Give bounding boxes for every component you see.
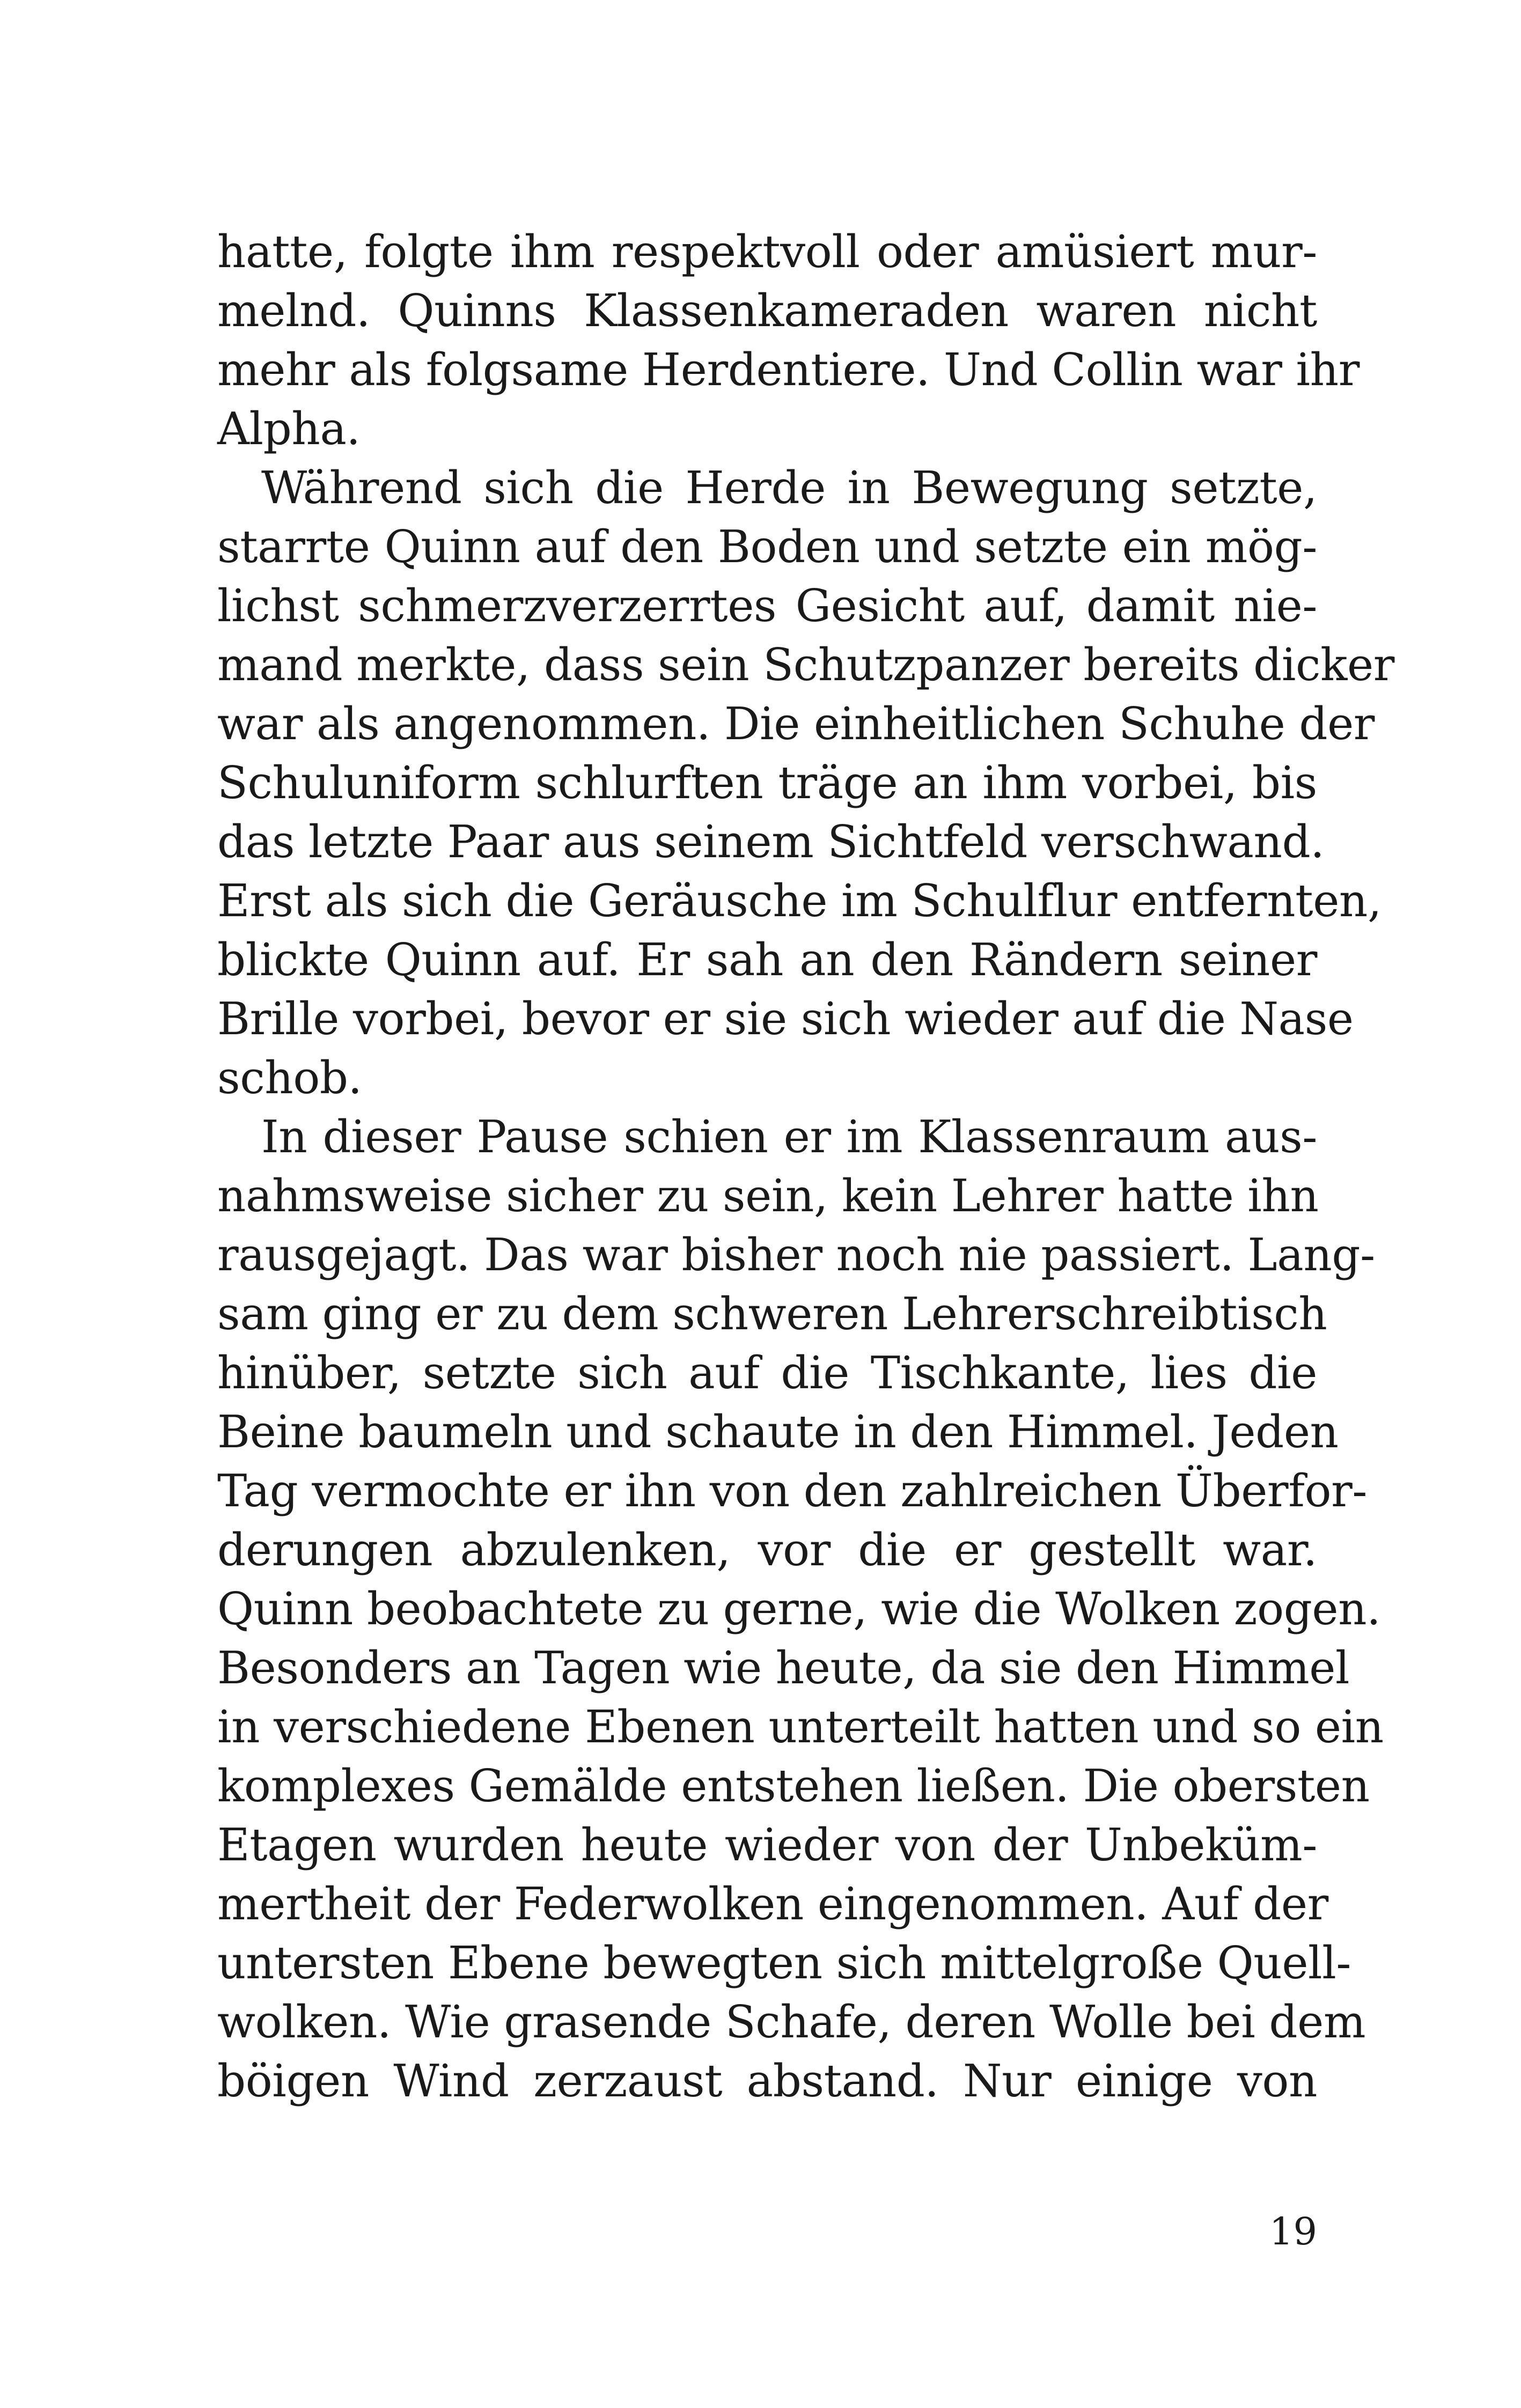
- text-line: starrte Quinn auf den Boden und setzte ein mög-: [217, 521, 1317, 573]
- text-line: lichst schmerzverzerrtes Gesicht auf, damit nie-: [217, 580, 1317, 632]
- text-line: Schuluniform schlurften träge an ihm vorbei, bis: [217, 757, 1317, 809]
- text-line: untersten Ebene bewegten sich mittelgroße Quell-: [217, 1937, 1351, 1989]
- paragraph: [217, 1108, 1384, 2111]
- text-line: Während sich die Herde in Bewegung setzte,: [261, 462, 1317, 514]
- text-line: nahmsweise sicher zu sein, kein Lehrer hatte ihn: [217, 1170, 1319, 1222]
- text-line: hinüber, setzte sich auf die Tischkante, lies die: [217, 1347, 1317, 1399]
- text-line: Etagen wurden heute wieder von der Unbeküm-: [217, 1819, 1317, 1871]
- text-line: mehr als folgsame Herdentiere. Und Collin war ihr: [217, 344, 1360, 396]
- text-line: das letzte Paar aus seinem Sichtfeld verschwand.: [217, 816, 1325, 868]
- text-line: rausgejagt. Das war bisher noch nie passiert. Lang-: [217, 1229, 1375, 1281]
- text-line: Beine baumeln und schaute in den Himmel. Jeden: [217, 1406, 1339, 1458]
- text-line: sam ging er zu dem schweren Lehrerschreibtisch: [217, 1288, 1327, 1340]
- text-line: war als angenommen. Die einheitlichen Schuhe der: [217, 698, 1375, 750]
- text-line: In dieser Pause schien er im Klassenraum aus-: [261, 1111, 1317, 1163]
- text-line: schob.: [217, 1052, 362, 1104]
- text-line: Alpha.: [217, 403, 361, 455]
- page-number: 19: [1269, 2210, 1317, 2254]
- paragraph: [217, 459, 1394, 1108]
- text-line: derungen abzulenken, vor die er gestellt war.: [217, 1524, 1317, 1576]
- text-line: mertheit der Federwolken eingenommen. Auf der: [217, 1878, 1328, 1930]
- text-line: Quinn beobachtete zu gerne, wie die Wolken zogen.: [217, 1583, 1381, 1635]
- paragraph: [217, 223, 1360, 459]
- text-line: Erst als sich die Geräusche im Schulflur entfernten,: [217, 875, 1382, 927]
- text-line: hatte, folgte ihm respektvoll oder amüsiert mur-: [217, 226, 1317, 278]
- text-line: mand merkte, dass sein Schutzpanzer bereits dicker: [217, 639, 1394, 691]
- text-line: wolken. Wie grasende Schafe, deren Wolle bei dem: [217, 1996, 1366, 2048]
- text-line: melnd. Quinns Klassenkameraden waren nicht: [217, 285, 1317, 337]
- body-text: [217, 223, 1394, 2111]
- text-line: Tag vermochte er ihn von den zahlreichen Überfor-: [217, 1465, 1368, 1517]
- text-line: komplexes Gemälde entstehen ließen. Die obersten: [217, 1760, 1370, 1812]
- text-line: Besonders an Tagen wie heute, da sie den Himmel: [217, 1642, 1350, 1694]
- text-line: blickte Quinn auf. Er sah an den Rändern seiner: [217, 934, 1317, 986]
- text-line: in verschiedene Ebenen unterteilt hatten und so ein: [217, 1701, 1384, 1753]
- text-line: Brille vorbei, bevor er sie sich wieder auf die Nase: [217, 993, 1354, 1045]
- text-line: böigen Wind zerzaust abstand. Nur einige von: [217, 2055, 1317, 2107]
